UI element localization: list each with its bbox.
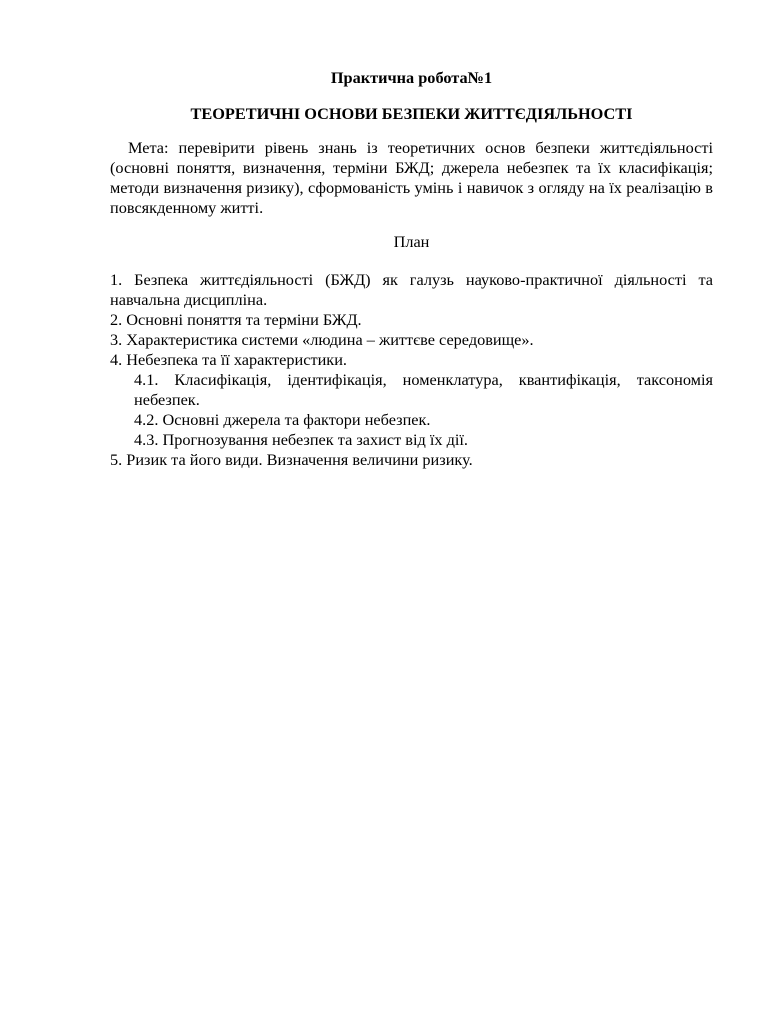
plan-item-1: 1. Безпека життєдіяльності (БЖД) як галузь науково-практичної діяльності та навчальна дисципліна. <box>110 270 713 309</box>
plan-item-3: 3. Характеристика системи «людина – життєве середовище». <box>110 330 534 349</box>
plan-item-4-2: 4.2. Основні джерела та фактори небезпек. <box>134 410 431 429</box>
plan-item-4-3: 4.3. Прогнозування небезпек та захист від їх дії. <box>134 430 468 449</box>
document-title: Практична робота№1 <box>330 68 493 87</box>
goal-paragraph: Мета: перевірити рівень знань із теоретичних основ безпеки життєдіяльності (основні поняття, визначення, терміни БЖД; джерела небезпек та їх класифікація; методи визначення ризику), сформованість умінь і навичок з огляду на їх реалізацію в повсякденному житті. <box>110 138 713 217</box>
plan-item-4: 4. Небезпека та її характеристики. <box>110 350 347 369</box>
document-subtitle: ТЕОРЕТИЧНІ ОСНОВИ БЕЗПЕКИ ЖИТТЄДІЯЛЬНОСТІ <box>190 104 633 123</box>
plan-item-4-1: 4.1. Класифікація, ідентифікація, номенклатура, квантифікація, таксономія небезпек. <box>134 370 713 409</box>
plan-item-2: 2. Основні поняття та терміни БЖД. <box>110 310 362 329</box>
plan-item-5: 5. Ризик та його види. Визначення величини ризику. <box>110 450 473 469</box>
document-page <box>110 68 713 470</box>
plan-heading: План <box>393 232 430 251</box>
plan-list <box>110 270 713 470</box>
